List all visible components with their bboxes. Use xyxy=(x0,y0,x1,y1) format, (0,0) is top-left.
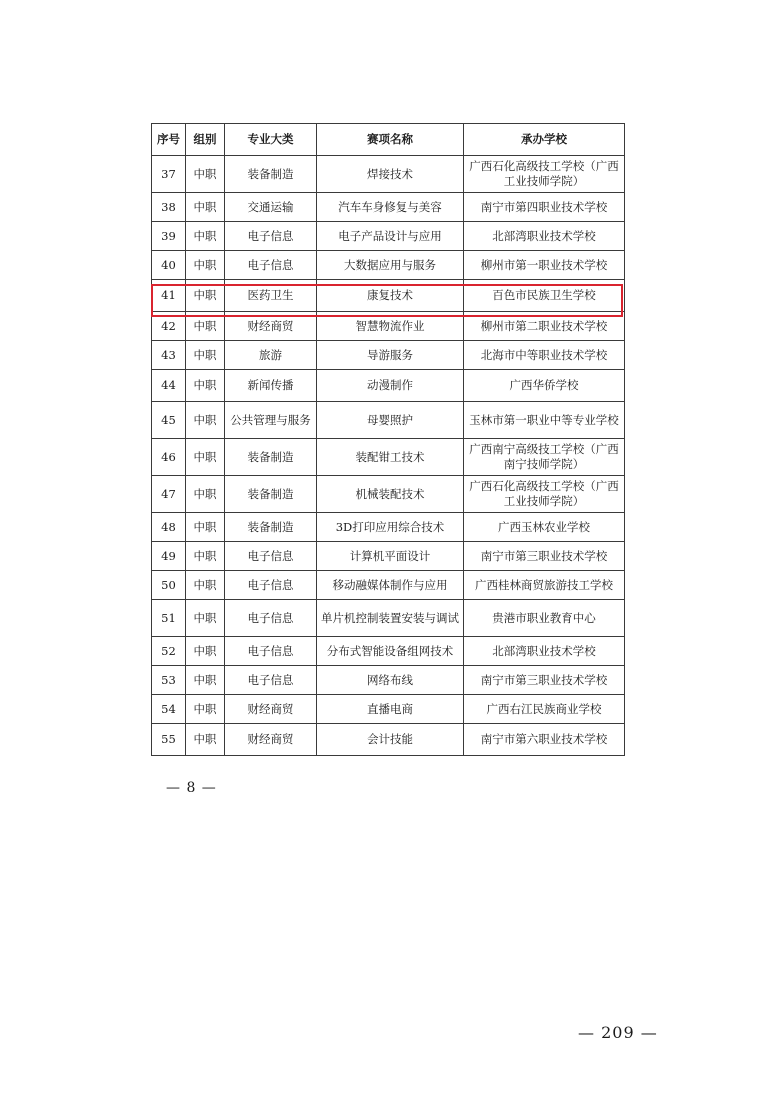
table-row xyxy=(152,666,625,695)
cell-school: 南宁市第六职业技术学校 xyxy=(464,724,625,756)
cell-no: 38 xyxy=(152,193,186,222)
cell-category: 电子信息 xyxy=(225,251,317,280)
cell-category: 装备制造 xyxy=(225,513,317,542)
cell-no: 50 xyxy=(152,571,186,600)
table-row xyxy=(152,222,625,251)
table-row xyxy=(152,513,625,542)
cell-event: 网络布线 xyxy=(317,666,464,695)
cell-no: 47 xyxy=(152,476,186,513)
cell-school: 百色市民族卫生学校 xyxy=(464,280,625,312)
cell-school: 广西石化高级技工学校（广西工业技师学院） xyxy=(464,156,625,193)
cell-school: 北部湾职业技术学校 xyxy=(464,637,625,666)
table-body xyxy=(152,156,625,756)
cell-school: 北海市中等职业技术学校 xyxy=(464,341,625,370)
cell-group: 中职 xyxy=(186,280,225,312)
cell-group: 中职 xyxy=(186,600,225,637)
cell-category: 电子信息 xyxy=(225,542,317,571)
cell-event: 单片机控制装置安装与调试 xyxy=(317,600,464,637)
cell-category: 财经商贸 xyxy=(225,695,317,724)
cell-category: 装备制造 xyxy=(225,476,317,513)
inner-page-number: — 8 — xyxy=(166,780,217,796)
cell-event: 直播电商 xyxy=(317,695,464,724)
table-row xyxy=(152,402,625,439)
cell-group: 中职 xyxy=(186,222,225,251)
cell-school: 广西右江民族商业学校 xyxy=(464,695,625,724)
cell-event: 移动融媒体制作与应用 xyxy=(317,571,464,600)
cell-no: 44 xyxy=(152,370,186,402)
cell-category: 装备制造 xyxy=(225,439,317,476)
cell-event: 大数据应用与服务 xyxy=(317,251,464,280)
cell-event: 电子产品设计与应用 xyxy=(317,222,464,251)
cell-no: 51 xyxy=(152,600,186,637)
cell-no: 55 xyxy=(152,724,186,756)
header-category: 专业大类 xyxy=(225,124,317,156)
cell-school: 贵港市职业教育中心 xyxy=(464,600,625,637)
cell-category: 财经商贸 xyxy=(225,312,317,341)
cell-school: 柳州市第一职业技术学校 xyxy=(464,251,625,280)
cell-category: 装备制造 xyxy=(225,156,317,193)
table-row xyxy=(152,476,625,513)
cell-group: 中职 xyxy=(186,724,225,756)
table-header-row xyxy=(152,124,625,156)
cell-category: 电子信息 xyxy=(225,571,317,600)
cell-no: 49 xyxy=(152,542,186,571)
cell-no: 41 xyxy=(152,280,186,312)
table-row xyxy=(152,637,625,666)
table-row xyxy=(152,280,625,312)
cell-category: 电子信息 xyxy=(225,600,317,637)
table-row xyxy=(152,600,625,637)
table-row xyxy=(152,341,625,370)
cell-group: 中职 xyxy=(186,251,225,280)
table-row xyxy=(152,193,625,222)
cell-group: 中职 xyxy=(186,402,225,439)
outer-page-number: — 209 — xyxy=(578,1023,658,1042)
cell-group: 中职 xyxy=(186,193,225,222)
cell-school: 广西桂林商贸旅游技工学校 xyxy=(464,571,625,600)
cell-event: 导游服务 xyxy=(317,341,464,370)
cell-school: 广西玉林农业学校 xyxy=(464,513,625,542)
competition-table xyxy=(151,123,625,756)
table-row xyxy=(152,156,625,193)
cell-category: 交通运输 xyxy=(225,193,317,222)
cell-no: 39 xyxy=(152,222,186,251)
cell-no: 48 xyxy=(152,513,186,542)
header-group: 组别 xyxy=(186,124,225,156)
table-row xyxy=(152,312,625,341)
cell-group: 中职 xyxy=(186,637,225,666)
cell-event: 母婴照护 xyxy=(317,402,464,439)
cell-group: 中职 xyxy=(186,341,225,370)
cell-category: 医药卫生 xyxy=(225,280,317,312)
cell-group: 中职 xyxy=(186,666,225,695)
table-row xyxy=(152,251,625,280)
cell-no: 43 xyxy=(152,341,186,370)
table-row xyxy=(152,571,625,600)
cell-group: 中职 xyxy=(186,571,225,600)
cell-group: 中职 xyxy=(186,156,225,193)
cell-category: 电子信息 xyxy=(225,222,317,251)
cell-no: 42 xyxy=(152,312,186,341)
cell-school: 玉林市第一职业中等专业学校 xyxy=(464,402,625,439)
cell-group: 中职 xyxy=(186,439,225,476)
cell-no: 54 xyxy=(152,695,186,724)
cell-school: 南宁市第三职业技术学校 xyxy=(464,542,625,571)
cell-group: 中职 xyxy=(186,542,225,571)
table-row xyxy=(152,439,625,476)
cell-event: 汽车车身修复与美容 xyxy=(317,193,464,222)
header-event: 赛项名称 xyxy=(317,124,464,156)
cell-no: 45 xyxy=(152,402,186,439)
cell-group: 中职 xyxy=(186,312,225,341)
cell-category: 新闻传播 xyxy=(225,370,317,402)
table-row xyxy=(152,724,625,756)
cell-school: 广西南宁高级技工学校（广西南宁技师学院） xyxy=(464,439,625,476)
table-row xyxy=(152,695,625,724)
cell-school: 广西石化高级技工学校（广西工业技师学院） xyxy=(464,476,625,513)
cell-school: 北部湾职业技术学校 xyxy=(464,222,625,251)
table-row xyxy=(152,542,625,571)
cell-category: 旅游 xyxy=(225,341,317,370)
cell-category: 电子信息 xyxy=(225,637,317,666)
cell-event: 计算机平面设计 xyxy=(317,542,464,571)
cell-group: 中职 xyxy=(186,476,225,513)
cell-event: 智慧物流作业 xyxy=(317,312,464,341)
cell-no: 40 xyxy=(152,251,186,280)
cell-no: 52 xyxy=(152,637,186,666)
cell-group: 中职 xyxy=(186,695,225,724)
cell-event: 3D打印应用综合技术 xyxy=(317,513,464,542)
cell-event: 动漫制作 xyxy=(317,370,464,402)
cell-no: 53 xyxy=(152,666,186,695)
header-no: 序号 xyxy=(152,124,186,156)
cell-event: 装配钳工技术 xyxy=(317,439,464,476)
cell-category: 电子信息 xyxy=(225,666,317,695)
cell-event: 机械装配技术 xyxy=(317,476,464,513)
cell-school: 南宁市第三职业技术学校 xyxy=(464,666,625,695)
cell-event: 焊接技术 xyxy=(317,156,464,193)
cell-group: 中职 xyxy=(186,513,225,542)
cell-group: 中职 xyxy=(186,370,225,402)
header-school: 承办学校 xyxy=(464,124,625,156)
cell-school: 广西华侨学校 xyxy=(464,370,625,402)
cell-event: 康复技术 xyxy=(317,280,464,312)
cell-category: 财经商贸 xyxy=(225,724,317,756)
cell-school: 柳州市第二职业技术学校 xyxy=(464,312,625,341)
cell-school: 南宁市第四职业技术学校 xyxy=(464,193,625,222)
cell-no: 46 xyxy=(152,439,186,476)
cell-event: 分布式智能设备组网技术 xyxy=(317,637,464,666)
cell-no: 37 xyxy=(152,156,186,193)
cell-category: 公共管理与服务 xyxy=(225,402,317,439)
table-row xyxy=(152,370,625,402)
cell-event: 会计技能 xyxy=(317,724,464,756)
